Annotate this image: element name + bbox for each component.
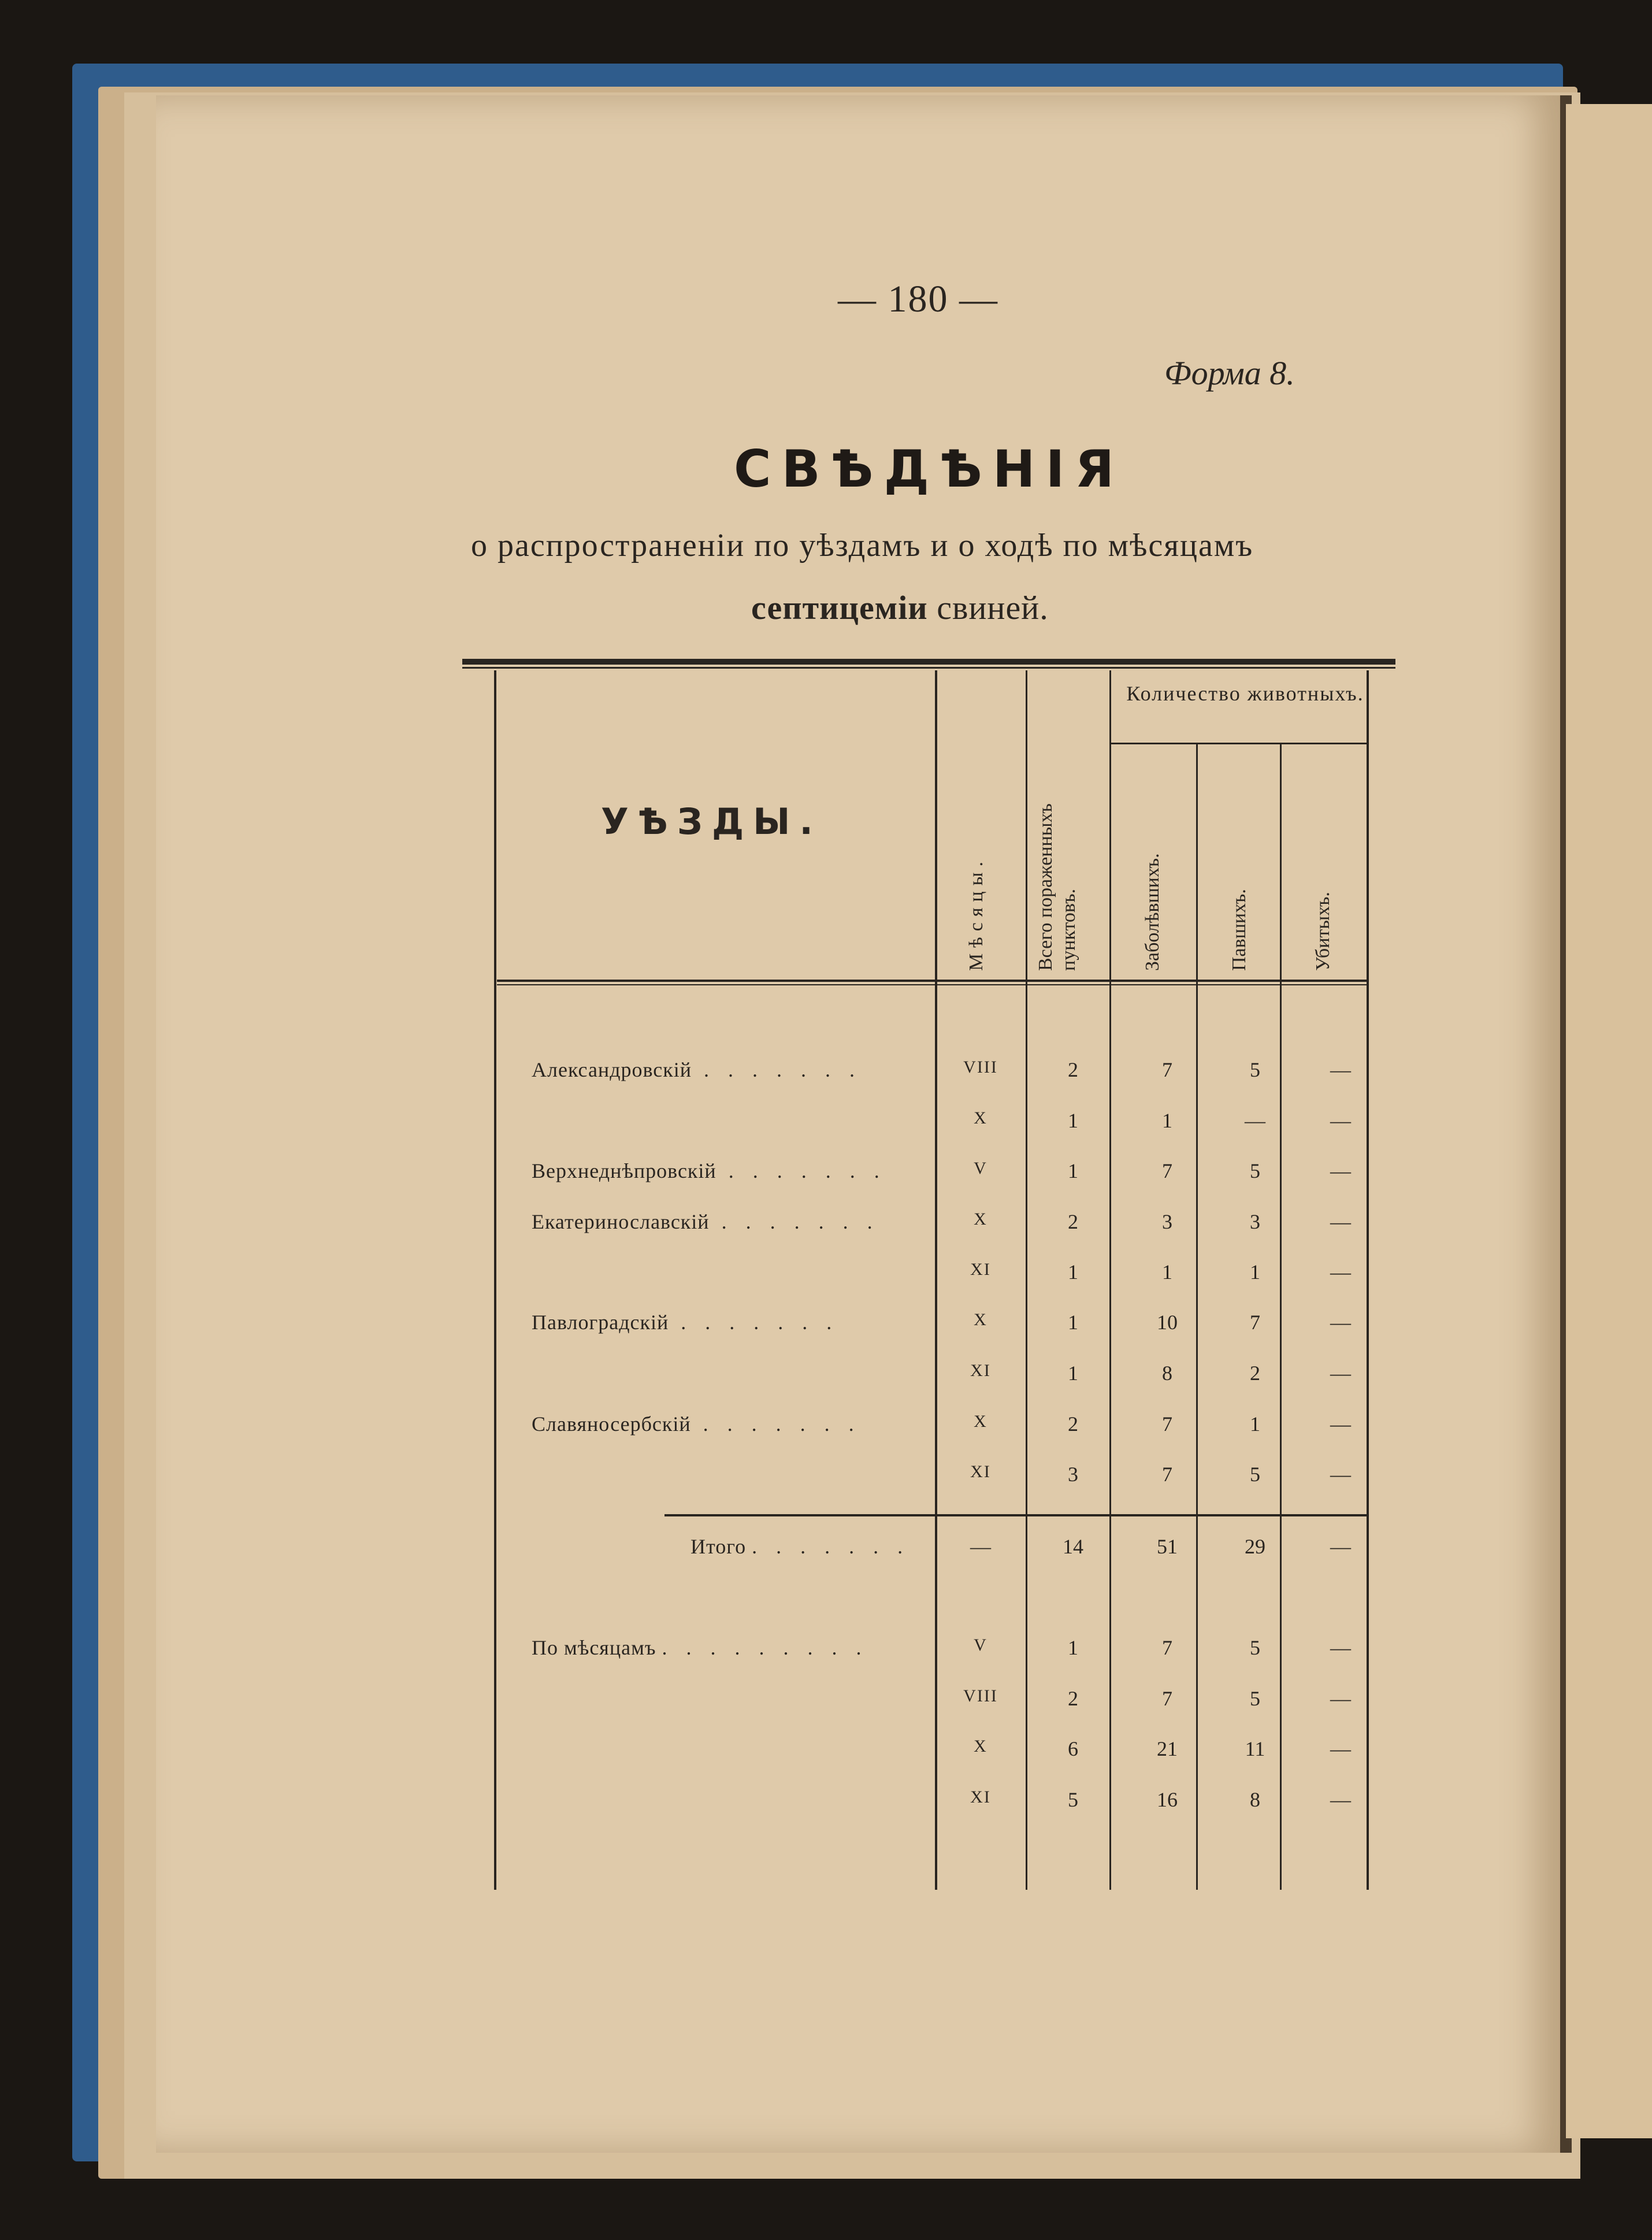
by-month-cell-sick: 21	[1157, 1737, 1178, 1760]
cell-points: 1	[1068, 1362, 1078, 1385]
cell-dead: 5	[1250, 1463, 1260, 1486]
cell-sick: 7	[1162, 1159, 1172, 1182]
cell-sick: 1	[1162, 1260, 1172, 1284]
row-district-name: Павлоградскій . . . . . . .	[532, 1311, 839, 1334]
cell-month: XI	[970, 1462, 991, 1481]
cell-month: XI	[970, 1260, 991, 1279]
col-divider-points	[1026, 670, 1027, 1890]
cell-points: 1	[1068, 1159, 1078, 1182]
total-killed: —	[1330, 1535, 1351, 1558]
cell-month: V	[974, 1159, 988, 1178]
facing-page-edge	[1566, 104, 1652, 2138]
header-animals-group: Количество животныхъ.	[1126, 682, 1364, 705]
header-dead: Павшихъ.	[1228, 889, 1250, 971]
by-month-cell-killed: —	[1330, 1636, 1351, 1659]
cell-points: 2	[1068, 1210, 1078, 1233]
district-name-text: Славяносербскій	[532, 1412, 691, 1436]
by-month-cell-points: 2	[1068, 1687, 1078, 1710]
cell-dead: 3	[1250, 1210, 1260, 1233]
district-name-text: Александровскій	[532, 1058, 692, 1081]
by-month-cell-month: VIII	[963, 1686, 998, 1705]
cell-killed: —	[1330, 1463, 1351, 1486]
subtitle-rest: свиней.	[937, 589, 1049, 626]
cell-points: 1	[1068, 1260, 1078, 1284]
header-bottom-rule-thin	[497, 984, 1367, 985]
page-title: СВѢДѢНІЯ	[734, 439, 1125, 499]
cell-sick: 7	[1162, 1463, 1172, 1486]
page-number: — 180 —	[838, 278, 998, 320]
header-uezdy: УѢЗДЫ.	[601, 800, 822, 843]
total-points: 14	[1063, 1535, 1083, 1558]
cell-killed: —	[1330, 1159, 1351, 1182]
cell-month: VIII	[963, 1058, 998, 1077]
col-divider-months	[935, 670, 937, 1890]
cell-month: XI	[970, 1361, 991, 1380]
cell-points: 1	[1068, 1109, 1078, 1132]
header-sick: Заболѣвшихъ.	[1142, 853, 1163, 971]
by-month-label-text: По мѣсяцамъ	[532, 1636, 656, 1659]
by-month-cell-points: 6	[1068, 1737, 1078, 1760]
cell-dead: 5	[1250, 1058, 1260, 1081]
header-killed: Убитыхъ.	[1312, 892, 1334, 971]
district-name-text: Верхнеднѣпровскій	[532, 1159, 717, 1182]
by-month-cell-points: 5	[1068, 1788, 1078, 1811]
row-district-name: Верхнеднѣпровскій . . . . . . .	[532, 1159, 886, 1182]
by-month-cell-dead: 8	[1250, 1788, 1260, 1811]
cell-month: X	[974, 1210, 988, 1229]
by-month-cell-sick: 7	[1162, 1636, 1172, 1659]
by-month-cell-killed: —	[1330, 1687, 1351, 1710]
by-month-cell-month: X	[974, 1737, 988, 1756]
cell-killed: —	[1330, 1109, 1351, 1132]
total-label-text: Итого	[691, 1535, 747, 1558]
cell-sick: 7	[1162, 1058, 1172, 1081]
cell-dead: 1	[1250, 1260, 1260, 1284]
cell-sick: 7	[1162, 1412, 1172, 1436]
cell-killed: —	[1330, 1311, 1351, 1334]
row-district-name: Славяносербскій . . . . . . .	[532, 1412, 861, 1436]
table-left-border	[494, 670, 496, 1890]
by-month-cell-dead: 11	[1245, 1737, 1265, 1760]
cell-killed: —	[1330, 1058, 1351, 1081]
cell-killed: —	[1330, 1412, 1351, 1436]
total-sick: 51	[1157, 1535, 1178, 1558]
cell-points: 2	[1068, 1058, 1078, 1081]
col-divider-sick	[1109, 670, 1111, 1890]
district-name-text: Павлоградскій	[532, 1311, 669, 1334]
cell-points: 1	[1068, 1311, 1078, 1334]
by-month-cell-month: V	[974, 1636, 988, 1655]
cell-sick: 3	[1162, 1210, 1172, 1233]
table-top-rule-thin	[462, 667, 1395, 669]
cell-sick: 1	[1162, 1109, 1172, 1132]
by-month-cell-killed: —	[1330, 1788, 1351, 1811]
by-month-cell-month: XI	[970, 1787, 991, 1807]
by-month-cell-killed: —	[1330, 1737, 1351, 1760]
by-month-label: По мѣсяцамъ . . . . . . . . .	[532, 1636, 868, 1659]
by-month-cell-points: 1	[1068, 1636, 1078, 1659]
table-top-rule	[462, 659, 1395, 665]
total-label: Итого . . . . . . .	[691, 1535, 910, 1558]
cell-dead: 7	[1250, 1311, 1260, 1334]
cell-points: 2	[1068, 1412, 1078, 1436]
by-month-cell-dead: 5	[1250, 1636, 1260, 1659]
total-dead: 29	[1245, 1535, 1265, 1558]
cell-killed: —	[1330, 1210, 1351, 1233]
cell-month: X	[974, 1412, 988, 1431]
by-month-cell-sick: 16	[1157, 1788, 1178, 1811]
group-header-rule	[1109, 743, 1367, 744]
cell-sick: 10	[1157, 1311, 1178, 1334]
cell-points: 3	[1068, 1463, 1078, 1486]
cell-killed: —	[1330, 1362, 1351, 1385]
cell-dead: 5	[1250, 1159, 1260, 1182]
subtitle-bold: септицеміи	[751, 589, 928, 626]
cell-sick: 8	[1162, 1362, 1172, 1385]
by-month-cell-sick: 7	[1162, 1687, 1172, 1710]
header-total-points: Всего пораженныхъ пунктовъ.	[1035, 803, 1079, 971]
header-bottom-rule	[497, 980, 1367, 982]
form-label: Форма 8.	[1164, 354, 1295, 392]
total-month: —	[970, 1535, 991, 1558]
cell-killed: —	[1330, 1260, 1351, 1284]
subtitle-line-2	[751, 588, 1049, 627]
row-district-name: Екатеринославскій . . . . . . .	[532, 1210, 879, 1233]
header-months: Мѣсяцы.	[966, 856, 987, 971]
cell-dead: 2	[1250, 1362, 1260, 1385]
cell-dead: 1	[1250, 1412, 1260, 1436]
by-month-cell-dead: 5	[1250, 1687, 1260, 1710]
row-district-name: Александровскій . . . . . . .	[532, 1058, 862, 1081]
cell-month: X	[974, 1108, 988, 1128]
subtitle-line-1: о распространеніи по уѣздамъ и о ходѣ по мѣсяцамъ	[471, 528, 1254, 563]
cell-dead: —	[1245, 1109, 1265, 1132]
district-name-text: Екатеринославскій	[532, 1210, 710, 1233]
total-top-rule	[664, 1514, 1367, 1516]
cell-month: X	[974, 1310, 988, 1329]
